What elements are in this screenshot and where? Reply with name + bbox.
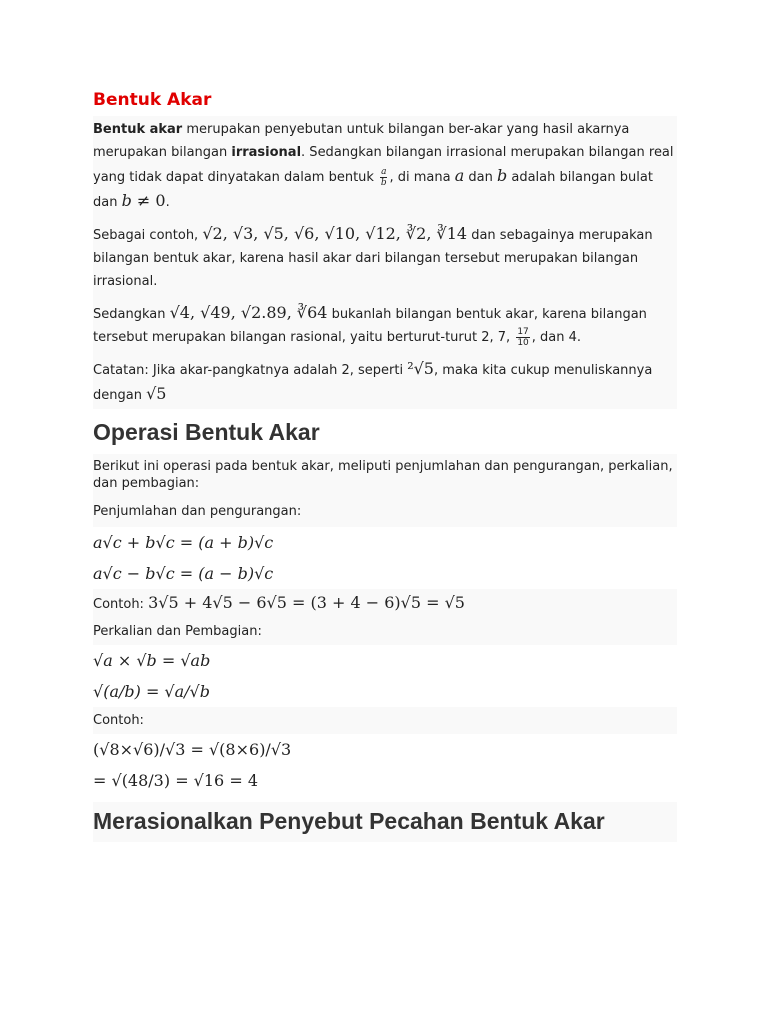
formula-multiplication: √a × √b = √ab — [93, 651, 211, 670]
text: , maka kita cukup menuliskannya dengan — [93, 363, 653, 403]
math-b-neq-0: b ≠ 0 — [121, 191, 166, 210]
subheading-perkalian: Perkalian dan Pembagian: — [93, 624, 262, 639]
section-operasi-intro — [93, 454, 677, 527]
section-definition — [93, 116, 677, 409]
text: dan sebagainya merupakan bilangan bentuk akar, karena hasil akar dari bilangan tersebut merupakan bilangan irrasional. — [93, 228, 653, 289]
fraction-17-10: $\frac{17}{10}$ — [517, 327, 529, 348]
fraction-a-over-b: $\frac{a}{b}$ — [380, 167, 387, 188]
formula-division: √(a/b) = √a/√b — [93, 682, 210, 701]
text: Sedangkan — [93, 307, 170, 322]
paragraph-contoh1 — [93, 591, 677, 616]
term-bentuk-akar: Bentuk akar — [93, 122, 183, 137]
math-sqrt5: √5 — [146, 384, 167, 403]
formula-example-step2: = √(48/3) = √16 = 4 — [93, 771, 258, 790]
text: dan — [464, 170, 497, 185]
paragraph-definition: Bentuk akar merupakan penyebutan untuk bilangan ber-akar yang hasil akarnya merupakan bilangan irrasional. Sedangkan bilangan irrasional merupakan bilangan real yang tidak dapat dinyatakan dalam bentuk $\frac{a}{b}$ , di mana a dan b adalah bilangan bulat dan b ≠ 0. — [93, 122, 674, 210]
article — [93, 86, 677, 842]
subheading-penjumlahan: Penjumlahan dan pengurangan: — [93, 504, 302, 519]
term-irrasional: irrasional — [231, 145, 302, 160]
text: , dan 4. — [531, 330, 582, 345]
math-rational-examples: √4, √49, √2.89, ∛64 — [169, 303, 328, 322]
math-examples: √2, √3, √5, √6, √10, √12, ∛2, ∛14 — [202, 224, 468, 243]
text: . Sedangkan bilangan irrasional merupakan bilangan real yang tidak dapat dinyatakan dalam bentuk — [93, 145, 674, 185]
formula-subtraction: a√c − b√c = (a − b)√c — [93, 564, 274, 583]
formula-example-step1: (√8×√6)/√3 = √(8×6)/√3 — [93, 740, 292, 759]
heading-merasionalkan: Merasionalkan Penyebut Pecahan Bentuk Akar — [93, 808, 605, 834]
label-contoh: Contoh: — [93, 597, 149, 612]
text: , di mana — [389, 170, 455, 185]
paragraph-operasi-intro: Berikut ini operasi pada bentuk akar, meliputi penjumlahan dan pengurangan, perkalian, dan pembagian: — [93, 459, 673, 491]
formula-addition: a√c + b√c = (a + b)√c — [93, 533, 274, 552]
text: adalah bilangan bulat dan — [93, 170, 653, 210]
heading-bentuk-akar: Bentuk Akar — [93, 86, 677, 112]
text: Catatan: Jika akar-pangkatnya adalah 2, seperti — [93, 363, 408, 378]
math-root2-5: ²√5 — [407, 359, 434, 378]
var-b: b — [496, 166, 508, 185]
text: bukanlah bilangan bentuk akar, karena bilangan tersebut merupakan bilangan rasional, yaitu berturut-turut 2, 7, — [93, 307, 647, 345]
section-merasionalkan — [93, 802, 677, 842]
var-a: a — [454, 166, 465, 185]
section-contoh2 — [93, 707, 677, 734]
label-contoh2: Contoh: — [93, 713, 144, 728]
paragraph-sedangkan — [93, 301, 677, 349]
section-contoh1 — [93, 589, 677, 645]
paragraph-contoh — [93, 222, 677, 293]
heading-operasi-bentuk-akar: Operasi Bentuk Akar — [93, 409, 677, 454]
math-contoh1: 3√5 + 4√5 − 6√5 = (3 + 4 − 6)√5 = √5 — [148, 593, 465, 612]
text: merupakan penyebutan untuk bilangan ber-akar yang hasil akarnya merupakan bilangan — [93, 122, 630, 160]
text: Sebagai contoh, — [93, 228, 203, 243]
paragraph-catatan — [93, 357, 677, 407]
